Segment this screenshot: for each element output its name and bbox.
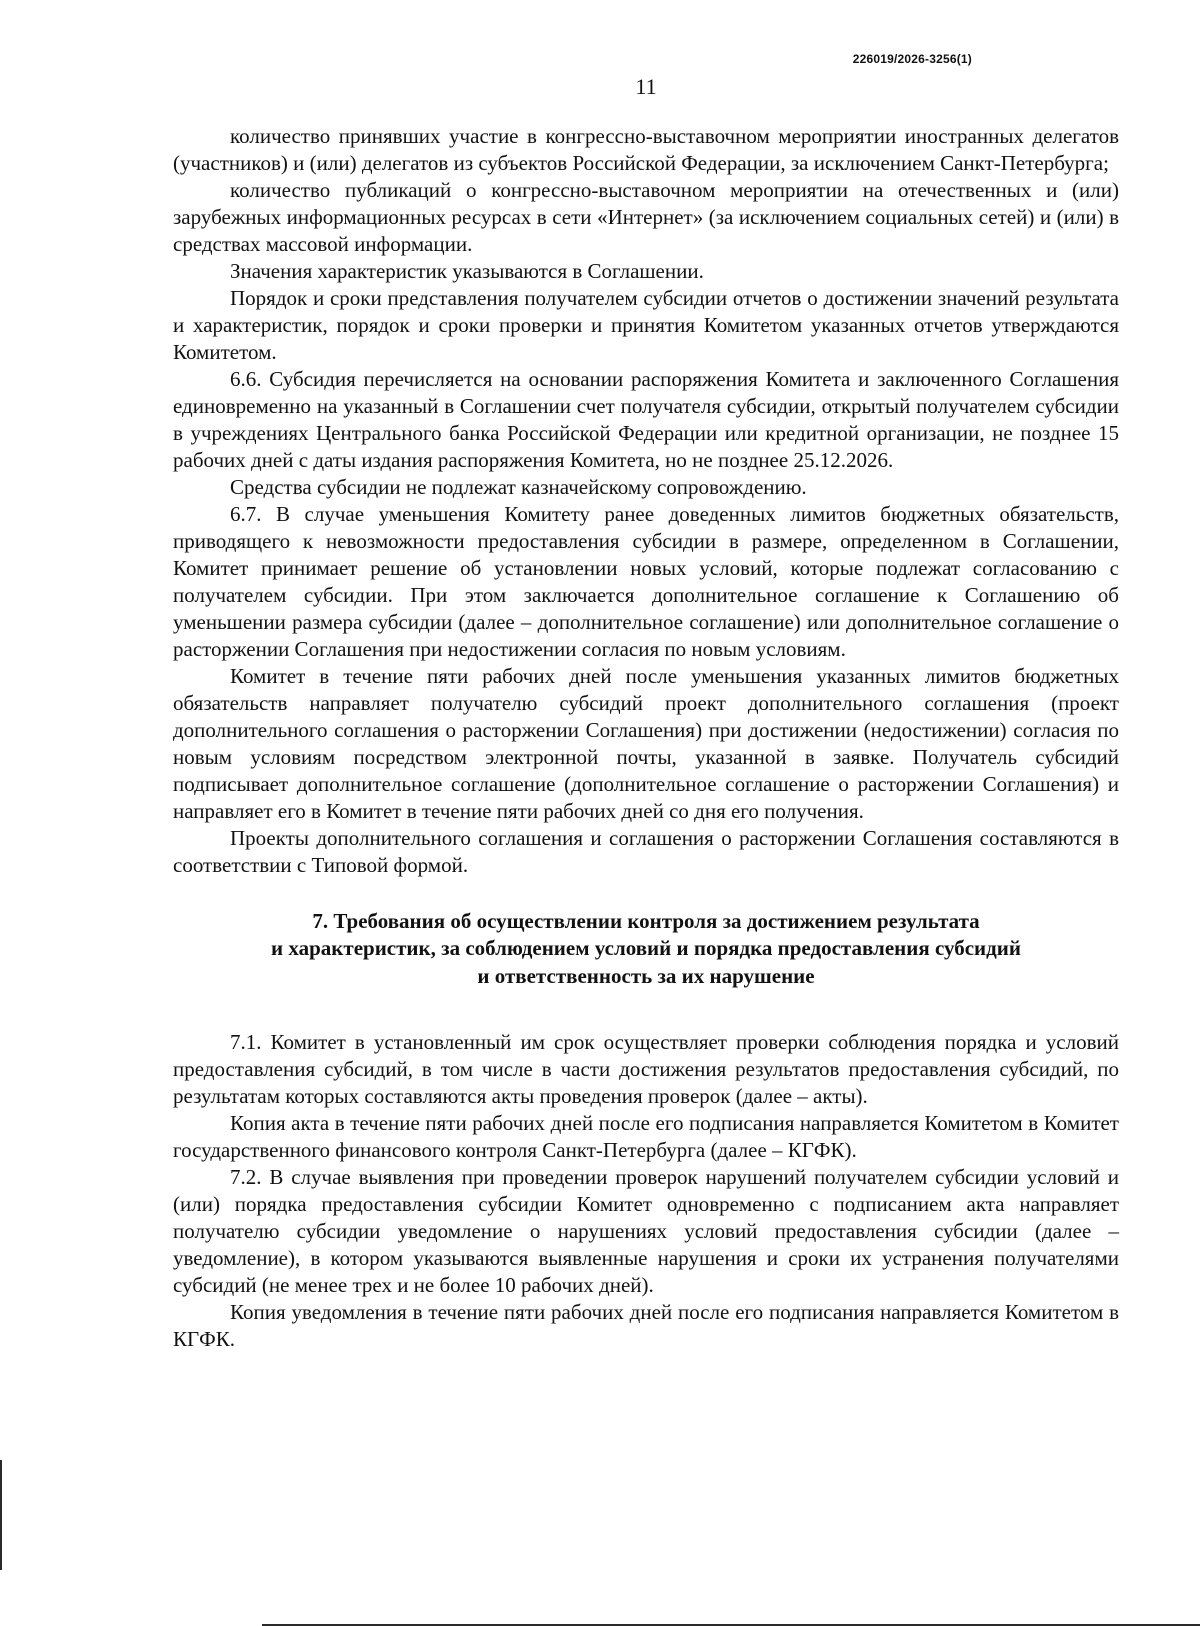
paragraph-7-2: 7.2. В случае выявления при проведении проверок нарушений получателем субсидии условий и (или) порядка предоставления субсидии Комитет одновременно с подписанием акта направляет получателю субсидии уведомление о нарушениях условий предоставления субсидии (далее – уведомление), в котором указываются выявленные нарушения и сроки их устранения получателями субсидий (не менее трех и не более 10 рабочих дней).: [173, 1164, 1119, 1297]
paragraph: количество принявших участие в конгрессно-выставочном мероприятии иностранных делегатов (участников) и (или) делегатов из субъектов Российской Федерации, за исключением Санкт-Петербурга;: [173, 124, 1119, 175]
paragraph-6-7: 6.7. В случае уменьшения Комитету ранее доведенных лимитов бюджетных обязательств, приводящего к невозможности предоставления субсидии в размере, определенном в Соглашении, Комитет принимает решение об установлении новых условий, которые подлежат согласованию с получателем субсидии. При этом заключается дополнительное соглашение к Соглашению об уменьшении размера субсидии (далее – дополнительное соглашение) или дополнительное соглашение о расторжении Соглашения при недостижении согласия по новым условиям.: [173, 502, 1119, 661]
paragraph-7-1: 7.1. Комитет в установленный им срок осуществляет проверки соблюдения порядка и условий предоставления субсидий, в том числе в части достижения результатов предоставления субсидий, по результатам которых составляются акты проведения проверок (далее – акты).: [173, 1029, 1119, 1108]
paragraph: количество публикаций о конгрессно-выставочном мероприятии на отечественных и (или) зарубежных информационных ресурсах в сети «Интернет» (за исключением социальных сетей) и (или) в средствах массовой информации.: [173, 178, 1119, 256]
scan-edge-mark: [0, 1460, 2, 1570]
paragraph: Проекты дополнительного соглашения и соглашения о расторжении Соглашения составляются в соответствии с Типовой формой.: [173, 826, 1119, 877]
section-heading-line: 7. Требования об осуществлении контроля за достижением результата: [312, 909, 980, 933]
paragraph: Средства субсидии не подлежат казначейскому сопровождению.: [230, 475, 807, 499]
paragraph: Копия акта в течение пяти рабочих дней после его подписания направляется Комитетом в Комитет государственного финансового контроля Санкт-Петербурга (далее – КГФК).: [173, 1110, 1119, 1162]
page-number: 11: [635, 74, 657, 99]
section-7-heading: [173, 908, 1119, 990]
section-heading-line: и ответственность за их нарушение: [477, 963, 815, 988]
paragraph: Значения характеристик указываются в Соглашении.: [230, 259, 704, 283]
section-heading-line: и характеристик, за соблюдением условий и порядка предоставления субсидий: [271, 936, 1021, 961]
paragraph: Копия уведомления в течение пяти рабочих дней после его подписания направляется Комитетом в КГФК.: [173, 1299, 1119, 1351]
paragraph-6-6: 6.6. Субсидия перечисляется на основании распоряжения Комитета и заключенного Соглашения единовременно на указанный в Соглашении счет получателя субсидии, открытый получателем субсидии в учреждениях Центрального банка Российской Федерации или кредитной организации, не позднее 15 рабочих дней с даты издания распоряжения Комитета, но не позднее 25.12.2026.: [173, 367, 1119, 472]
paragraph: Комитет в течение пяти рабочих дней после уменьшения указанных лимитов бюджетных обязательств направляет получателю субсидий проект дополнительного соглашения (проект дополнительного соглашения о расторжении Соглашения) при достижении (недостижении) согласия по новым условиям посредством электронной почты, указанной в заявке. Получатель субсидий подписывает дополнительное соглашение (дополнительное соглашение о расторжении Соглашения) и направляет его в Комитет в течение пяти рабочих дней со дня его получения.: [173, 664, 1119, 823]
document-body: [173, 123, 1119, 1353]
paragraph: Порядок и сроки представления получателем субсидии отчетов о достижении значений результата и характеристик, порядок и сроки проверки и принятия Комитетом указанных отчетов утверждаются Комитетом.: [173, 286, 1119, 364]
document-registration-number: 226019/2026-3256(1): [852, 52, 972, 66]
